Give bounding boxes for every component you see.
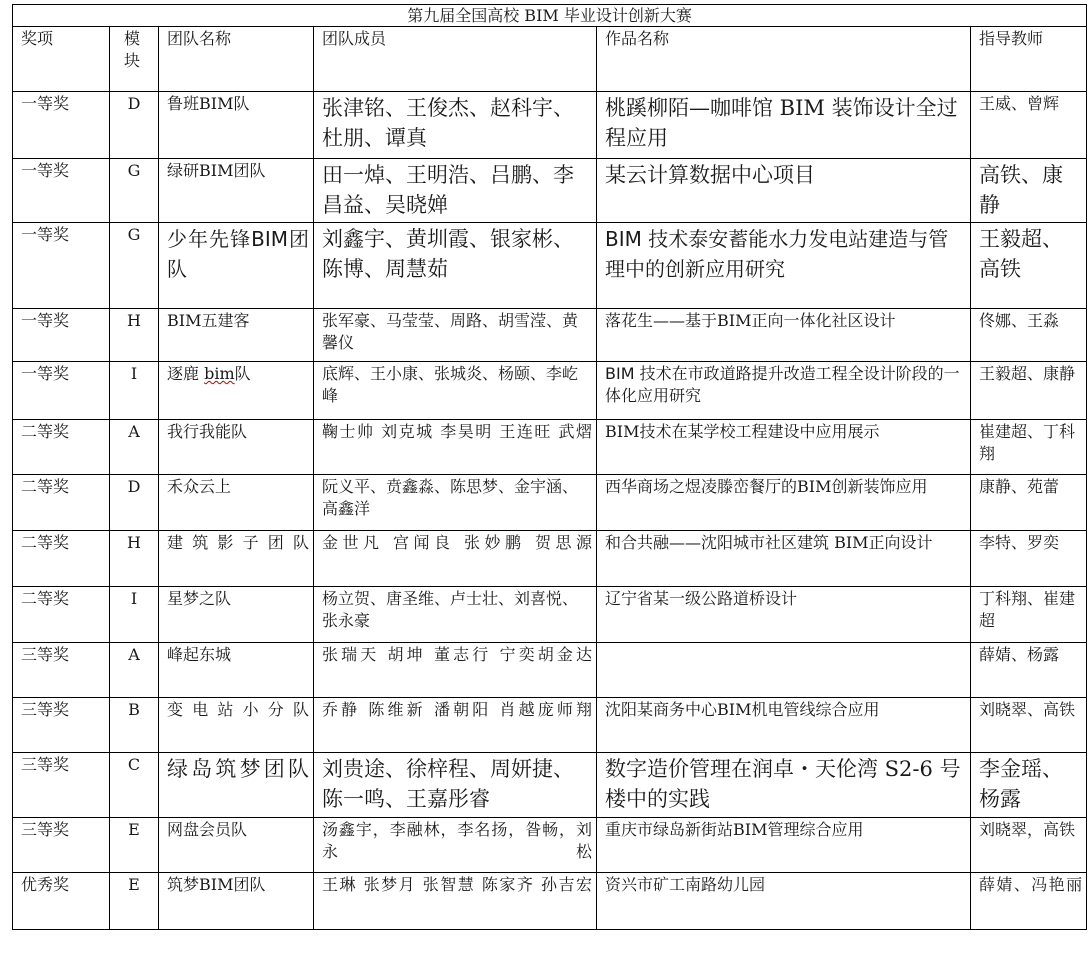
module-cell: E: [110, 818, 159, 873]
awards-table: [12, 4, 1087, 930]
advisors-cell: 高铁、康静: [971, 159, 1087, 223]
table-title: 第九届全国高校 BIM 毕业设计创新大赛: [13, 5, 1087, 27]
table-row: [13, 818, 1087, 873]
table-row: [13, 753, 1087, 818]
members-cell: 汤鑫宇，李融林，李名扬，昝畅，刘永松: [314, 818, 597, 873]
work-cell: 资兴市矿工南路幼儿园: [597, 873, 971, 930]
award-cell: 一等奖: [13, 223, 110, 309]
members-cell: 田一焯、王明浩、吕鹏、李昌益、吴晓婵: [314, 159, 597, 223]
work-cell: BIM 技术泰安蓄能水力发电站建造与管理中的创新应用研究: [597, 223, 971, 309]
module-cell: H: [110, 309, 159, 362]
team-cell: 绿岛筑梦团队: [159, 753, 314, 818]
work-cell: BIM技术在某学校工程建设中应用展示: [597, 420, 971, 475]
table-row: [13, 159, 1087, 223]
members-cell: 乔静 陈维新 潘朝阳 肖越庞师翔: [314, 698, 597, 753]
advisors-cell: 崔建超、丁科翔: [971, 420, 1087, 475]
work-cell: BIM 技术在市政道路提升改造工程全设计阶段的一体化应用研究: [597, 362, 971, 420]
table-row: [13, 223, 1087, 309]
header-work: 作品名称: [597, 27, 971, 92]
title-row: [13, 5, 1087, 27]
table-row: [13, 362, 1087, 420]
module-cell: H: [110, 531, 159, 587]
award-cell: 三等奖: [13, 698, 110, 753]
header-module: 模块: [110, 27, 159, 92]
award-cell: 二等奖: [13, 531, 110, 587]
team-cell: 绿研BIM团队: [159, 159, 314, 223]
award-cell: 二等奖: [13, 420, 110, 475]
header-row: [13, 27, 1087, 92]
award-cell: 三等奖: [13, 643, 110, 698]
advisors-cell: 王毅超、高铁: [971, 223, 1087, 309]
header-award: 奖项: [13, 27, 110, 92]
team-cell: 筑梦BIM团队: [159, 873, 314, 930]
work-cell: 桃蹊柳陌—咖啡馆 BIM 装饰设计全过程应用: [597, 92, 971, 159]
members-cell: 底辉、王小康、张城炎、杨颐、李屹峰: [314, 362, 597, 420]
members-cell: 阮义平、贲鑫淼、陈思梦、金宇涵、高鑫洋: [314, 475, 597, 531]
award-cell: 三等奖: [13, 818, 110, 873]
table-row: [13, 475, 1087, 531]
module-cell: D: [110, 475, 159, 531]
team-cell: 建筑影子团队: [159, 531, 314, 587]
advisors-cell: 薛婧、冯艳丽: [971, 873, 1087, 930]
table-row: [13, 873, 1087, 930]
spellcheck-underlined-word: bim: [204, 364, 235, 383]
module-cell: B: [110, 698, 159, 753]
team-cell: BIM五建客: [159, 309, 314, 362]
members-cell: 刘鑫宇、黄圳霞、银家彬、陈博、周慧茹: [314, 223, 597, 309]
team-name-part: 逐鹿: [167, 364, 205, 383]
advisors-cell: 佟娜、王淼: [971, 309, 1087, 362]
award-cell: 二等奖: [13, 475, 110, 531]
table-row: [13, 420, 1087, 475]
team-cell: 峰起东城: [159, 643, 314, 698]
module-cell: C: [110, 753, 159, 818]
work-cell: 某云计算数据中心项目: [597, 159, 971, 223]
team-cell: [159, 362, 314, 420]
module-cell: G: [110, 159, 159, 223]
work-cell: 和合共融——沈阳城市社区建筑 BIM正向设计: [597, 531, 971, 587]
team-cell: 变电站小分队: [159, 698, 314, 753]
module-cell: G: [110, 223, 159, 309]
advisors-cell: 丁科翔、崔建超: [971, 587, 1087, 643]
team-cell: 我行我能队: [159, 420, 314, 475]
work-cell: 沈阳某商务中心BIM机电管线综合应用: [597, 698, 971, 753]
module-cell: A: [110, 643, 159, 698]
team-cell: 网盘会员队: [159, 818, 314, 873]
table-row: [13, 531, 1087, 587]
header-team: 团队名称: [159, 27, 314, 92]
advisors-cell: 王毅超、康静: [971, 362, 1087, 420]
advisors-cell: 李特、罗奕: [971, 531, 1087, 587]
team-cell: 禾众云上: [159, 475, 314, 531]
module-cell: I: [110, 362, 159, 420]
award-cell: 一等奖: [13, 362, 110, 420]
award-cell: 三等奖: [13, 753, 110, 818]
work-cell: 落花生——基于BIM正向一体化社区设计: [597, 309, 971, 362]
work-cell: 辽宁省某一级公路道桥设计: [597, 587, 971, 643]
advisors-cell: 刘晓翠，高铁: [971, 818, 1087, 873]
work-cell: 数字造价管理在润卓・天伦湾 S2-6 号楼中的实践: [597, 753, 971, 818]
members-cell: 张瑞天 胡坤 董志行 宁奕胡金达: [314, 643, 597, 698]
advisors-cell: 刘晓翠、高铁: [971, 698, 1087, 753]
advisors-cell: 李金瑶、杨露: [971, 753, 1087, 818]
module-cell: D: [110, 92, 159, 159]
table-row: [13, 643, 1087, 698]
award-cell: 一等奖: [13, 309, 110, 362]
award-cell: 优秀奖: [13, 873, 110, 930]
module-cell: I: [110, 587, 159, 643]
work-cell: 重庆市绿岛新街站BIM管理综合应用: [597, 818, 971, 873]
module-cell: A: [110, 420, 159, 475]
team-name-part: 队: [234, 364, 251, 383]
advisors-cell: 康静、苑蕾: [971, 475, 1087, 531]
team-cell: 鲁班BIM队: [159, 92, 314, 159]
members-cell: 刘贵途、徐梓程、周妍捷、陈一鸣、王嘉彤睿: [314, 753, 597, 818]
members-cell: 金世凡 宫闻良 张妙鹏 贺思源: [314, 531, 597, 587]
team-cell: 星梦之队: [159, 587, 314, 643]
team-cell: 少年先锋BIM团队: [159, 223, 314, 309]
header-members: 团队成员: [314, 27, 597, 92]
header-advisors: 指导教师: [971, 27, 1087, 92]
work-cell: 西华商场之煜凌滕峦餐厅的BIM创新装饰应用: [597, 475, 971, 531]
table-row: [13, 92, 1087, 159]
members-cell: 鞠士帅 刘克城 李昊明 王连旺 武熠: [314, 420, 597, 475]
table-row: [13, 698, 1087, 753]
work-cell: [597, 643, 971, 698]
award-cell: 一等奖: [13, 92, 110, 159]
advisors-cell: 王威、曾辉: [971, 92, 1087, 159]
award-cell: 二等奖: [13, 587, 110, 643]
members-cell: 张津铭、王俊杰、赵科宇、杜朋、谭真: [314, 92, 597, 159]
advisors-cell: 薛婧、杨露: [971, 643, 1087, 698]
award-cell: 一等奖: [13, 159, 110, 223]
table-row: [13, 309, 1087, 362]
module-cell: E: [110, 873, 159, 930]
members-cell: 王琳 张梦月 张智慧 陈家齐 孙吉宏: [314, 873, 597, 930]
members-cell: 张军豪、马莹莹、周路、胡雪滢、黄馨仪: [314, 309, 597, 362]
members-cell: 杨立贺、唐圣维、卢士壮、刘喜悦、张永豪: [314, 587, 597, 643]
table-row: [13, 587, 1087, 643]
